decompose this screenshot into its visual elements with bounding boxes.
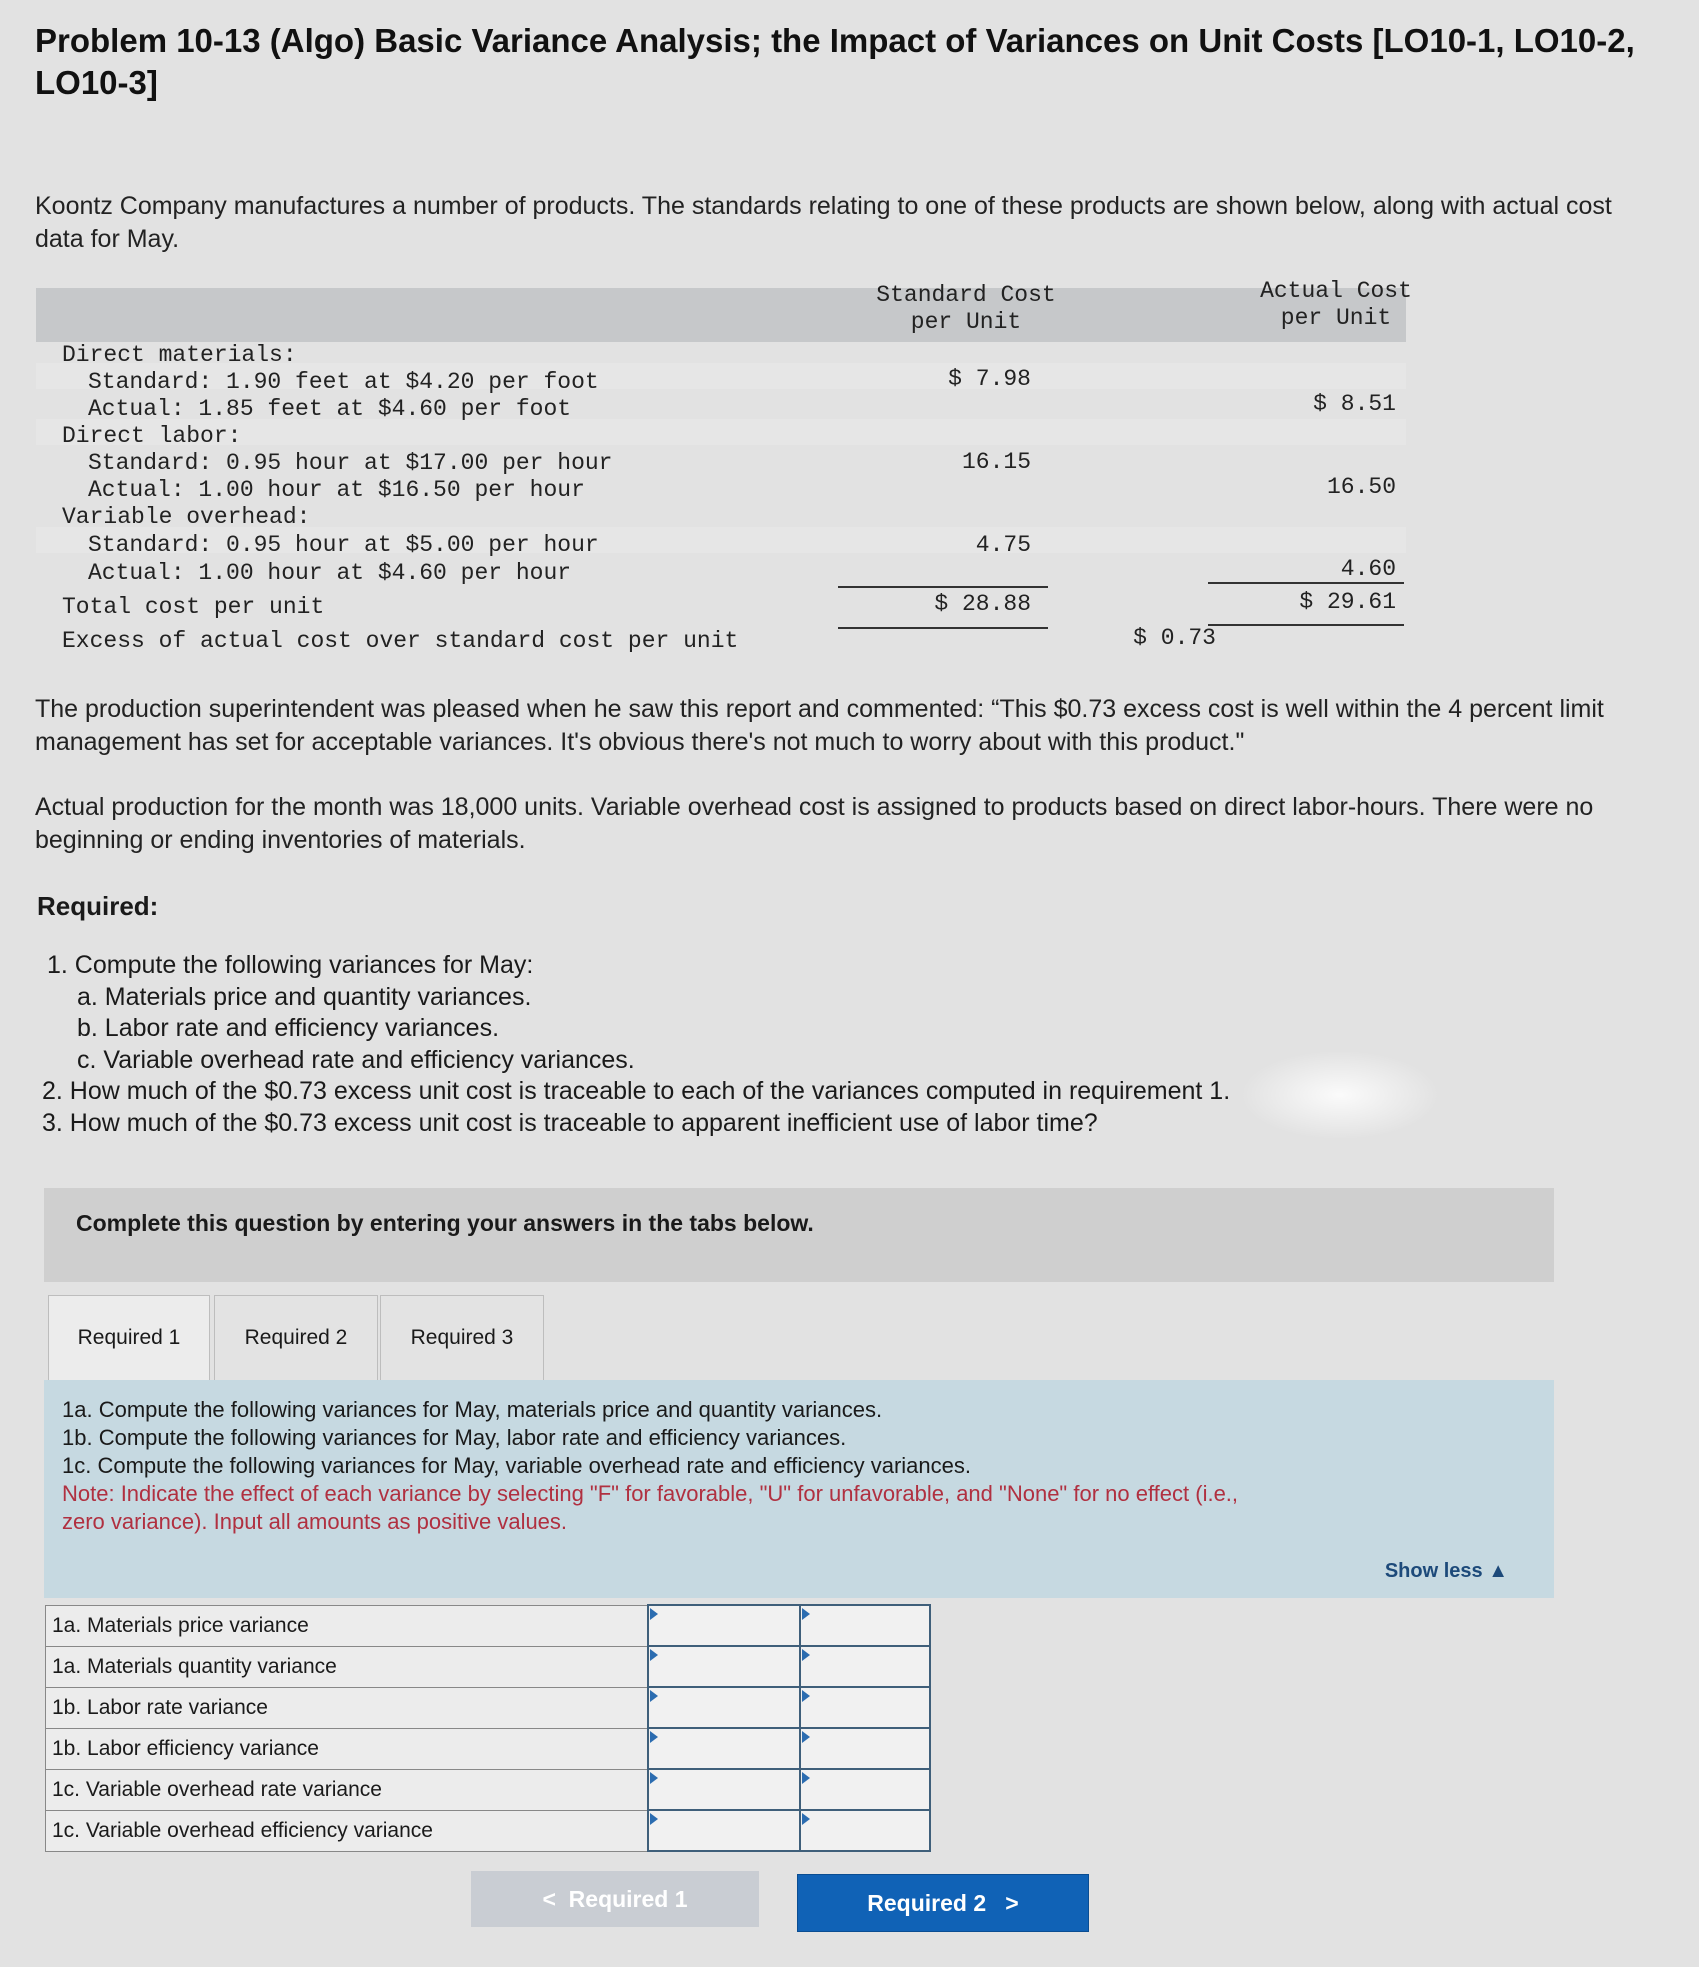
std-total-rule bbox=[838, 627, 1048, 629]
complete-instructions-text: Complete this question by entering your answers in the tabs below. bbox=[76, 1210, 814, 1236]
act-dm-value: $ 8.51 bbox=[1313, 391, 1396, 417]
superintendent-paragraph: The production superintendent was pleased when he saw this report and commented: “This $0.73 excess cost is well within the 4 percent limit management has set for acceptable variances. It's obvious there's not much to worry about with this product." bbox=[35, 695, 1604, 756]
input-marker-icon bbox=[650, 1731, 658, 1743]
act-dl-value: 16.50 bbox=[1326, 474, 1396, 500]
act-voh-value: 4.60 bbox=[1340, 556, 1396, 582]
problem-title: Problem 10-13 (Algo) Basic Variance Analysis; the Impact of Variances on Unit Costs [LO10-1, LO10-2, LO10-3] bbox=[35, 22, 1635, 101]
show-less-toggle[interactable]: Show less ▲ bbox=[1384, 1560, 1508, 1582]
instruction-1c: 1c. Compute the following variances for May, variable overhead rate and efficiency variances. bbox=[62, 1453, 971, 1478]
amount-input[interactable] bbox=[648, 1769, 800, 1810]
cost-table-header bbox=[36, 288, 1406, 342]
effect-select[interactable] bbox=[800, 1687, 930, 1728]
required-item-1a: a. Materials price and quantity variances. bbox=[77, 982, 532, 1011]
effect-select[interactable] bbox=[800, 1728, 930, 1769]
dl-standard: Standard: 0.95 hour at $17.00 per hour bbox=[88, 450, 613, 476]
required-list bbox=[37, 950, 1230, 1139]
cost-table bbox=[36, 278, 1412, 662]
input-marker-icon bbox=[650, 1813, 658, 1825]
row-label: 1b. Labor rate variance bbox=[46, 1687, 649, 1728]
excess-value: $ 0.73 bbox=[1133, 625, 1216, 651]
table-row bbox=[46, 1687, 931, 1728]
std-dl-value: 16.15 bbox=[961, 449, 1031, 475]
instructions-panel bbox=[44, 1380, 1554, 1598]
row-label: 1c. Variable overhead efficiency variance bbox=[46, 1810, 649, 1851]
dm-standard: Standard: 1.90 feet at $4.20 per foot bbox=[88, 369, 599, 395]
input-marker-icon bbox=[650, 1690, 658, 1702]
voh-standard: Standard: 0.95 hour at $5.00 per hour bbox=[88, 532, 599, 558]
complete-instructions-box bbox=[44, 1188, 1554, 1282]
input-marker-icon bbox=[650, 1649, 658, 1661]
dm-label: Direct materials: bbox=[62, 342, 297, 368]
voh-label: Variable overhead: bbox=[62, 504, 311, 530]
amount-input[interactable] bbox=[648, 1646, 800, 1687]
instructions-text bbox=[62, 1396, 1238, 1536]
dropdown-marker-icon bbox=[802, 1690, 810, 1702]
instruction-note: Note: Indicate the effect of each variance by selecting "F" for favorable, "U" for unfavorable, and "None" for no effect (i.e., bbox=[62, 1481, 1239, 1506]
dm-actual: Actual: 1.85 feet at $4.60 per foot bbox=[88, 396, 572, 422]
chevron-left-icon: < bbox=[542, 1886, 556, 1912]
total-label: Total cost per unit bbox=[62, 594, 325, 620]
dl-actual: Actual: 1.00 hour at $16.50 per hour bbox=[88, 477, 585, 503]
table-row bbox=[46, 1810, 931, 1851]
std-total-value: $ 28.88 bbox=[934, 591, 1031, 617]
table-row bbox=[46, 1605, 931, 1646]
table-row bbox=[46, 1728, 931, 1769]
variance-answer-table bbox=[45, 1604, 931, 1852]
standard-cost-header bbox=[846, 282, 1086, 336]
required-item-1c: c. Variable overhead rate and efficiency variances. bbox=[77, 1045, 635, 1074]
row-label: 1c. Variable overhead rate variance bbox=[46, 1769, 649, 1810]
intro-paragraph: Koontz Company manufactures a number of products. The standards relating to one of these products are shown below, along with actual cost data for May. bbox=[35, 192, 1612, 253]
table-row bbox=[46, 1769, 931, 1810]
effect-select[interactable] bbox=[800, 1810, 930, 1851]
table-row bbox=[46, 1646, 931, 1687]
actual-cost-header bbox=[1216, 278, 1456, 332]
production-paragraph: Actual production for the month was 18,000 units. Variable overhead cost is assigned to products based on direct labor-hours. There were no beginning or ending inventories of materials. bbox=[35, 793, 1594, 854]
instruction-1b: 1b. Compute the following variances for May, labor rate and efficiency variances. bbox=[62, 1425, 847, 1450]
dropdown-marker-icon bbox=[802, 1649, 810, 1661]
act-subtotal-rule bbox=[1208, 582, 1404, 584]
voh-actual: Actual: 1.00 hour at $4.60 per hour bbox=[88, 560, 572, 586]
std-dm-value: $ 7.98 bbox=[948, 366, 1031, 392]
prev-button-label: Required 1 bbox=[568, 1886, 688, 1912]
actual-header-line1: Actual Cost bbox=[1260, 278, 1412, 304]
next-required-button[interactable] bbox=[797, 1874, 1089, 1932]
dropdown-marker-icon bbox=[802, 1608, 810, 1620]
tab-required-1[interactable]: Required 1 bbox=[48, 1295, 210, 1380]
row-label: 1a. Materials quantity variance bbox=[46, 1646, 649, 1687]
effect-select[interactable] bbox=[800, 1605, 930, 1646]
dropdown-marker-icon bbox=[802, 1772, 810, 1784]
input-marker-icon bbox=[650, 1608, 658, 1620]
std-voh-value: 4.75 bbox=[975, 532, 1031, 558]
tab-required-2[interactable]: Required 2 bbox=[214, 1295, 378, 1380]
screen-glare bbox=[1240, 1050, 1440, 1140]
required-item-2: 2. How much of the $0.73 excess unit cost is traceable to each of the variances computed in requirement 1. bbox=[42, 1077, 1231, 1105]
prev-required-button[interactable] bbox=[471, 1871, 759, 1927]
act-total-value: $ 29.61 bbox=[1299, 589, 1396, 615]
tab-required-3[interactable]: Required 3 bbox=[380, 1295, 544, 1380]
required-item-3: 3. How much of the $0.73 excess unit cost is traceable to apparent inefficient use of labor time? bbox=[42, 1108, 1098, 1137]
next-button-label: Required 2 bbox=[867, 1890, 987, 1916]
chevron-right-icon: > bbox=[1005, 1890, 1019, 1916]
row-label: 1b. Labor efficiency variance bbox=[46, 1728, 649, 1769]
excess-label: Excess of actual cost over standard cost per unit bbox=[62, 628, 739, 654]
required-item-1b: b. Labor rate and efficiency variances. bbox=[77, 1014, 500, 1042]
instruction-1a: 1a. Compute the following variances for May, materials price and quantity variances. bbox=[62, 1397, 883, 1422]
act-total-rule bbox=[1208, 624, 1404, 626]
standard-header-line1: Standard Cost bbox=[876, 282, 1056, 308]
amount-input[interactable] bbox=[648, 1605, 800, 1646]
effect-select[interactable] bbox=[800, 1646, 930, 1687]
dropdown-marker-icon bbox=[802, 1731, 810, 1743]
input-marker-icon bbox=[650, 1772, 658, 1784]
required-item-1: 1. Compute the following variances for May: bbox=[47, 951, 534, 979]
dl-label: Direct labor: bbox=[62, 423, 242, 449]
effect-select[interactable] bbox=[800, 1769, 930, 1810]
standard-header-line2: per Unit bbox=[910, 309, 1022, 335]
dropdown-marker-icon bbox=[802, 1813, 810, 1825]
amount-input[interactable] bbox=[648, 1687, 800, 1728]
actual-header-line2: per Unit bbox=[1280, 305, 1392, 331]
row-label: 1a. Materials price variance bbox=[46, 1605, 649, 1646]
amount-input[interactable] bbox=[648, 1810, 800, 1851]
amount-input[interactable] bbox=[648, 1728, 800, 1769]
std-subtotal-rule bbox=[838, 586, 1048, 588]
required-heading: Required: bbox=[37, 891, 159, 921]
instruction-note-cont: zero variance). Input all amounts as positive values. bbox=[62, 1509, 568, 1534]
